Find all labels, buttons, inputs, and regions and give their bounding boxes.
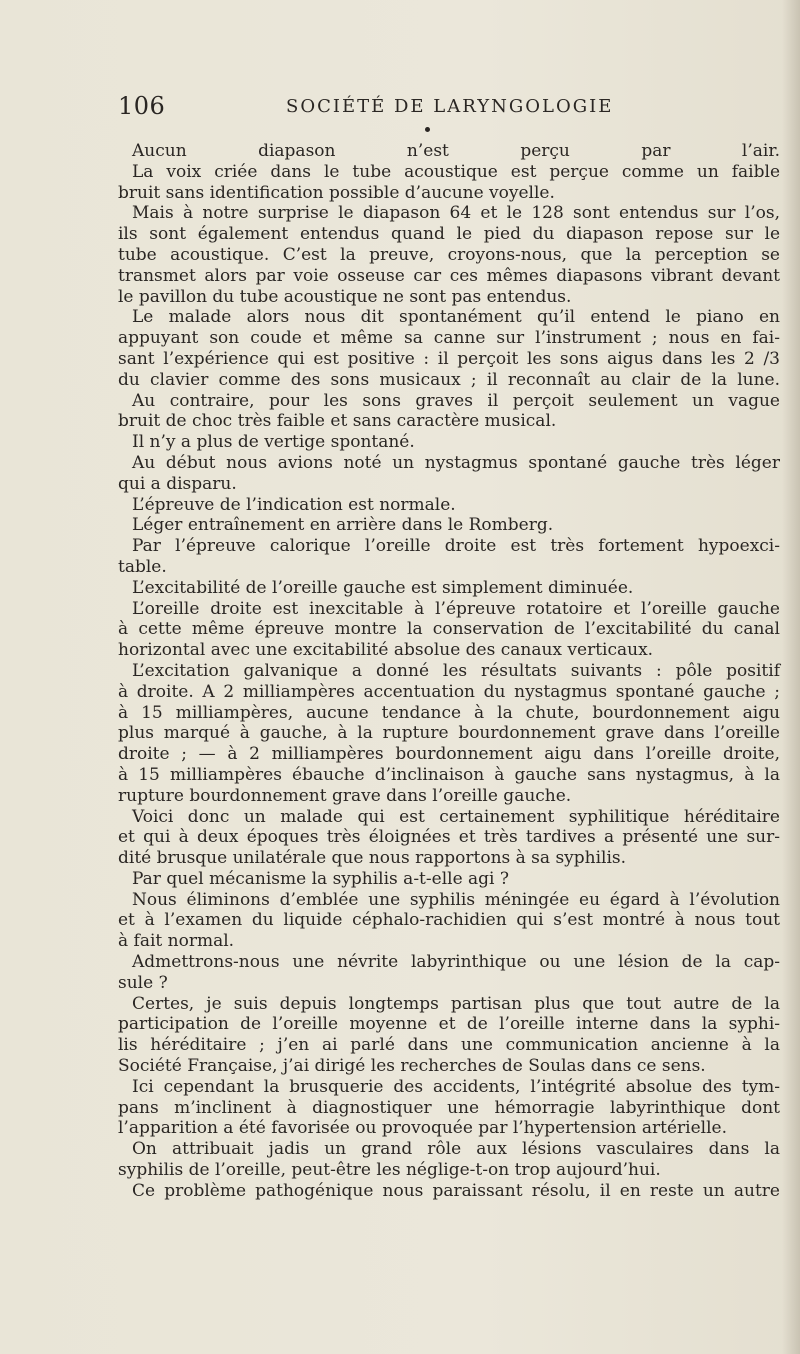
text-line: Certes, je suis depuis longtemps partisan plus que tout autre de la	[132, 993, 780, 1014]
text-line: l’apparition a été favorisée ou provoquée par l’hypertension artérielle.	[118, 1118, 728, 1139]
text-line: Voici donc un malade qui est certainement syphilitique héréditaire	[132, 806, 780, 827]
text-line: L’épreuve de l’indication est normale.	[132, 494, 456, 515]
text-line: transmet alors par voie osseuse car ces mêmes diapasons vibrant devant	[118, 265, 780, 286]
text-line: et qui à deux époques très éloignées et très tardives a présenté une sur-	[118, 827, 780, 848]
text-line: à droite. A 2 milliampères accentuation du nystagmus spontané gauche ;	[118, 681, 780, 702]
text-line: On attribuait jadis un grand rôle aux lésions vasculaires dans la	[132, 1139, 780, 1160]
text-line: qui a disparu.	[118, 473, 237, 494]
text-line: Le malade alors nous dit spontanément qu’il entend le piano en	[132, 307, 780, 328]
text-line: tube acoustique. C’est la preuve, croyons-nous, que la perception se	[118, 244, 780, 265]
text-line: à 15 milliampères ébauche d’inclinaison à gauche sans nystagmus, à la	[118, 764, 780, 785]
text-line: syphilis de l’oreille, peut-être les néglige-t-on trop aujourd’hui.	[118, 1160, 661, 1181]
text-line: le pavillon du tube acoustique ne sont pas entendus.	[118, 286, 572, 307]
body-text	[118, 141, 780, 1202]
text-line: Par quel mécanisme la syphilis a-t-elle agi ?	[132, 868, 510, 889]
text-line: Ici cependant la brusquerie des accidents, l’intégrité absolue des tym-	[132, 1076, 780, 1097]
text-line: pans m’inclinent à diagnostiquer une hémorragie labyrinthique dont	[118, 1097, 780, 1118]
text-line: L’excitabilité de l’oreille gauche est simplement diminuée.	[132, 577, 634, 598]
text-line: Léger entraînement en arrière dans le Romberg.	[132, 515, 554, 536]
text-line: horizontal avec une excitabilité absolue des canaux verticaux.	[118, 640, 654, 661]
text-line: Société Française, j’ai dirigé les recherches de Soulas dans ce sens.	[118, 1056, 706, 1077]
text-line: table.	[118, 556, 167, 577]
text-line: Il n’y a plus de vertige spontané.	[132, 432, 415, 453]
text-line: à 15 milliampères, aucune tendance à la chute, bourdonnement aigu	[118, 702, 780, 723]
page-edge-shadow	[782, 0, 800, 1354]
text-line: Admettrons-nous une névrite labyrinthique ou une lésion de la cap-	[132, 952, 780, 973]
text-line: Par l’épreuve calorique l’oreille droite est très fortement hypoexci-	[132, 536, 780, 557]
text-line: plus marqué à gauche, à la rupture bourdonnement grave dans l’oreille	[118, 723, 780, 744]
text-line: appuyant son coude et même sa canne sur l’instrument ; nous en fai-	[118, 328, 780, 349]
bullet-mark	[425, 127, 430, 132]
text-line: ils sont également entendus quand le pied du diapason repose sur le	[118, 224, 780, 245]
text-line: participation de l’oreille moyenne et de l’oreille interne dans la syphi-	[118, 1014, 780, 1035]
running-title: SOCIÉTÉ DE LARYNGOLOGIE	[286, 96, 614, 117]
text-line: rupture bourdonnement grave dans l’oreille gauche.	[118, 785, 572, 806]
text-line: bruit de choc très faible et sans caractère musical.	[118, 411, 557, 432]
text-line: Ce problème pathogénique nous paraissant résolu, il en reste un autre	[132, 1180, 780, 1201]
text-line: Au début nous avions noté un nystagmus spontané gauche très léger	[132, 452, 780, 473]
text-line: du clavier comme des sons musicaux ; il reconnaît au clair de la lune.	[118, 369, 780, 390]
text-line: Mais à notre surprise le diapason 64 et le 128 sont entendus sur l’os,	[132, 203, 780, 224]
text-line: à cette même épreuve montre la conservation de l’excitabilité du canal	[118, 619, 780, 640]
text-line: et à l’examen du liquide céphalo-rachidien qui s’est montré à nous tout	[118, 910, 780, 931]
text-line: sant l’expérience qui est positive : il perçoit les sons aigus dans les 2 /3	[118, 348, 780, 369]
text-line: lis héréditaire ; j’en ai parlé dans une communication ancienne à la	[118, 1035, 780, 1056]
text-line: bruit sans identification possible d’aucune voyelle.	[118, 182, 555, 203]
text-line: dité brusque unilatérale que nous rapportons à sa syphilis.	[118, 848, 627, 869]
text-line: L’oreille droite est inexcitable à l’épreuve rotatoire et l’oreille gauche	[132, 598, 780, 619]
text-line: à fait normal.	[118, 931, 235, 952]
page-header	[118, 92, 778, 126]
text-line: droite ; — à 2 milliampères bourdonnement aigu dans l’oreille droite,	[118, 744, 780, 765]
text-line: sule ?	[118, 972, 168, 993]
page-number: 106	[118, 92, 166, 120]
text-line: Au contraire, pour les sons graves il perçoit seulement un vague	[132, 390, 780, 411]
text-line: Aucun diapason n’est perçu par l’air.	[132, 141, 780, 161]
text-line: L’excitation galvanique a donné les résultats suivants : pôle positif	[132, 660, 780, 681]
text-line: Nous éliminons d’emblée une syphilis méningée eu égard à l’évolution	[132, 889, 780, 910]
text-line: La voix criée dans le tube acoustique est perçue comme un faible	[132, 161, 780, 182]
